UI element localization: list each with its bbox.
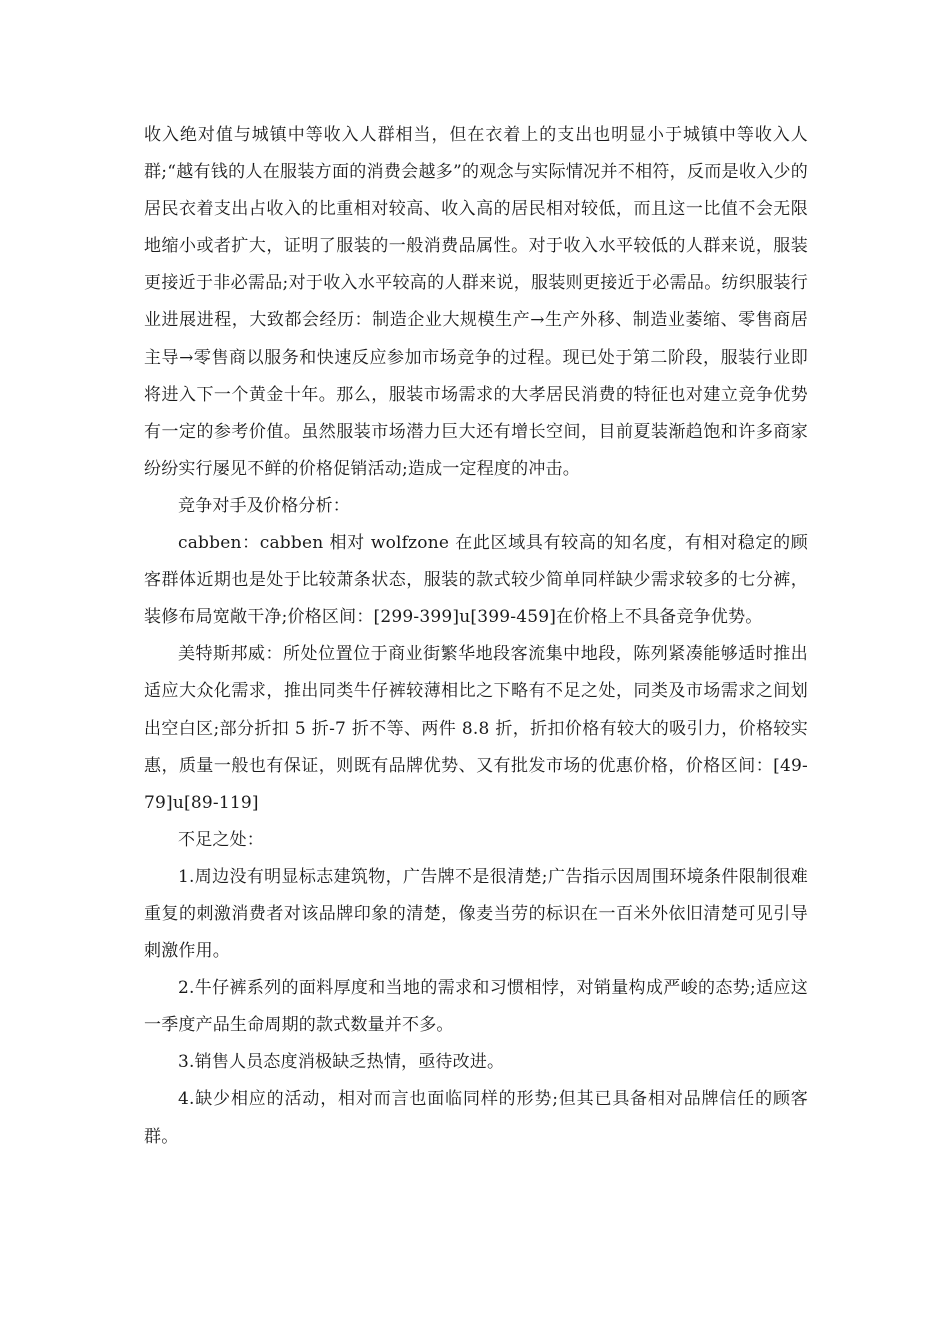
paragraph-cabben: cabben：cabben 相对 wolfzone 在此区域具有较高的知名度，有相对稳定的顾客群体近期也是处于比较萧条状态，服装的款式较少简单同样缺少需求较多的七分裤，装修布局宽敞干净;价格区间：[299-399]u[399-459]在价格上不具备竞争优势。 <box>144 533 808 628</box>
list-item-shortcoming-2: 2.牛仔裤系列的面料厚度和当地的需求和习惯相悖，对销量构成严峻的态势;适应这一季度产品生命周期的款式数量并不多。 <box>144 978 808 1036</box>
paragraph-income-analysis: 收入绝对值与城镇中等收入人群相当，但在衣着上的支出也明显小于城镇中等收入人群;“越有钱的人在服装方面的消费会越多”的观念与实际情况并不相符，反而是收入少的居民衣着支出占收入的比重相对较高、收入高的居民相对较低，而且这一比值不会无限地缩小或者扩大，证明了服装的一般消费品属性。对于收入水平较低的人群来说，服装更接近于非必需品;对于收入水平较高的人群来说，服装则更接近于必需品。纺织服装行业进展进程，大致都会经历：制造企业大规模生产→生产外移、制造业萎缩、零售商居主导→零售商以服务和快速反应参加市场竞争的过程。现已处于第二阶段，服装行业即将进入下一个黄金十年。那么，服装市场需求的大孝居民消费的特征也对建立竞争优势有一定的参考价值。虽然服装市场潜力巨大还有增长空间，目前夏装渐趋饱和许多商家纷纷实行屡见不鲜的价格促销活动;造成一定程度的冲击。 <box>144 125 808 479</box>
list-item-shortcoming-3: 3.销售人员态度消极缺乏热情，亟待改进。 <box>178 1052 505 1073</box>
list-item-shortcoming-4: 4.缺少相应的活动，相对而言也面临同样的形势;但其已具备相对品牌信任的顾客群。 <box>144 1089 808 1147</box>
document-page <box>144 117 808 1156</box>
heading-shortcomings: 不足之处： <box>178 829 264 850</box>
heading-competitor-price-analysis: 竞争对手及价格分析： <box>178 495 350 516</box>
list-item-shortcoming-1: 1.周边没有明显标志建筑物，广告牌不是很清楚;广告指示因周围环境条件限制很难重复的刺激消费者对该品牌印象的清楚，像麦当劳的标识在一百米外依旧清楚可见引导刺激作用。 <box>144 866 808 962</box>
paragraph-meters-bonwe: 美特斯邦威：所处位置位于商业街繁华地段客流集中地段，陈列紧凑能够适时推出适应大众化需求，推出同类牛仔裤较薄相比之下略有不足之处，同类及市场需求之间划出空白区;部分折扣 5 折-7 折不等、两件 8.8 折，折扣价格有较大的吸引力，价格较实惠，质量一般也有保证，则既有品牌优势、又有批发市场的优惠价格，价格区间：[49-79]u[89-119] <box>144 644 808 813</box>
